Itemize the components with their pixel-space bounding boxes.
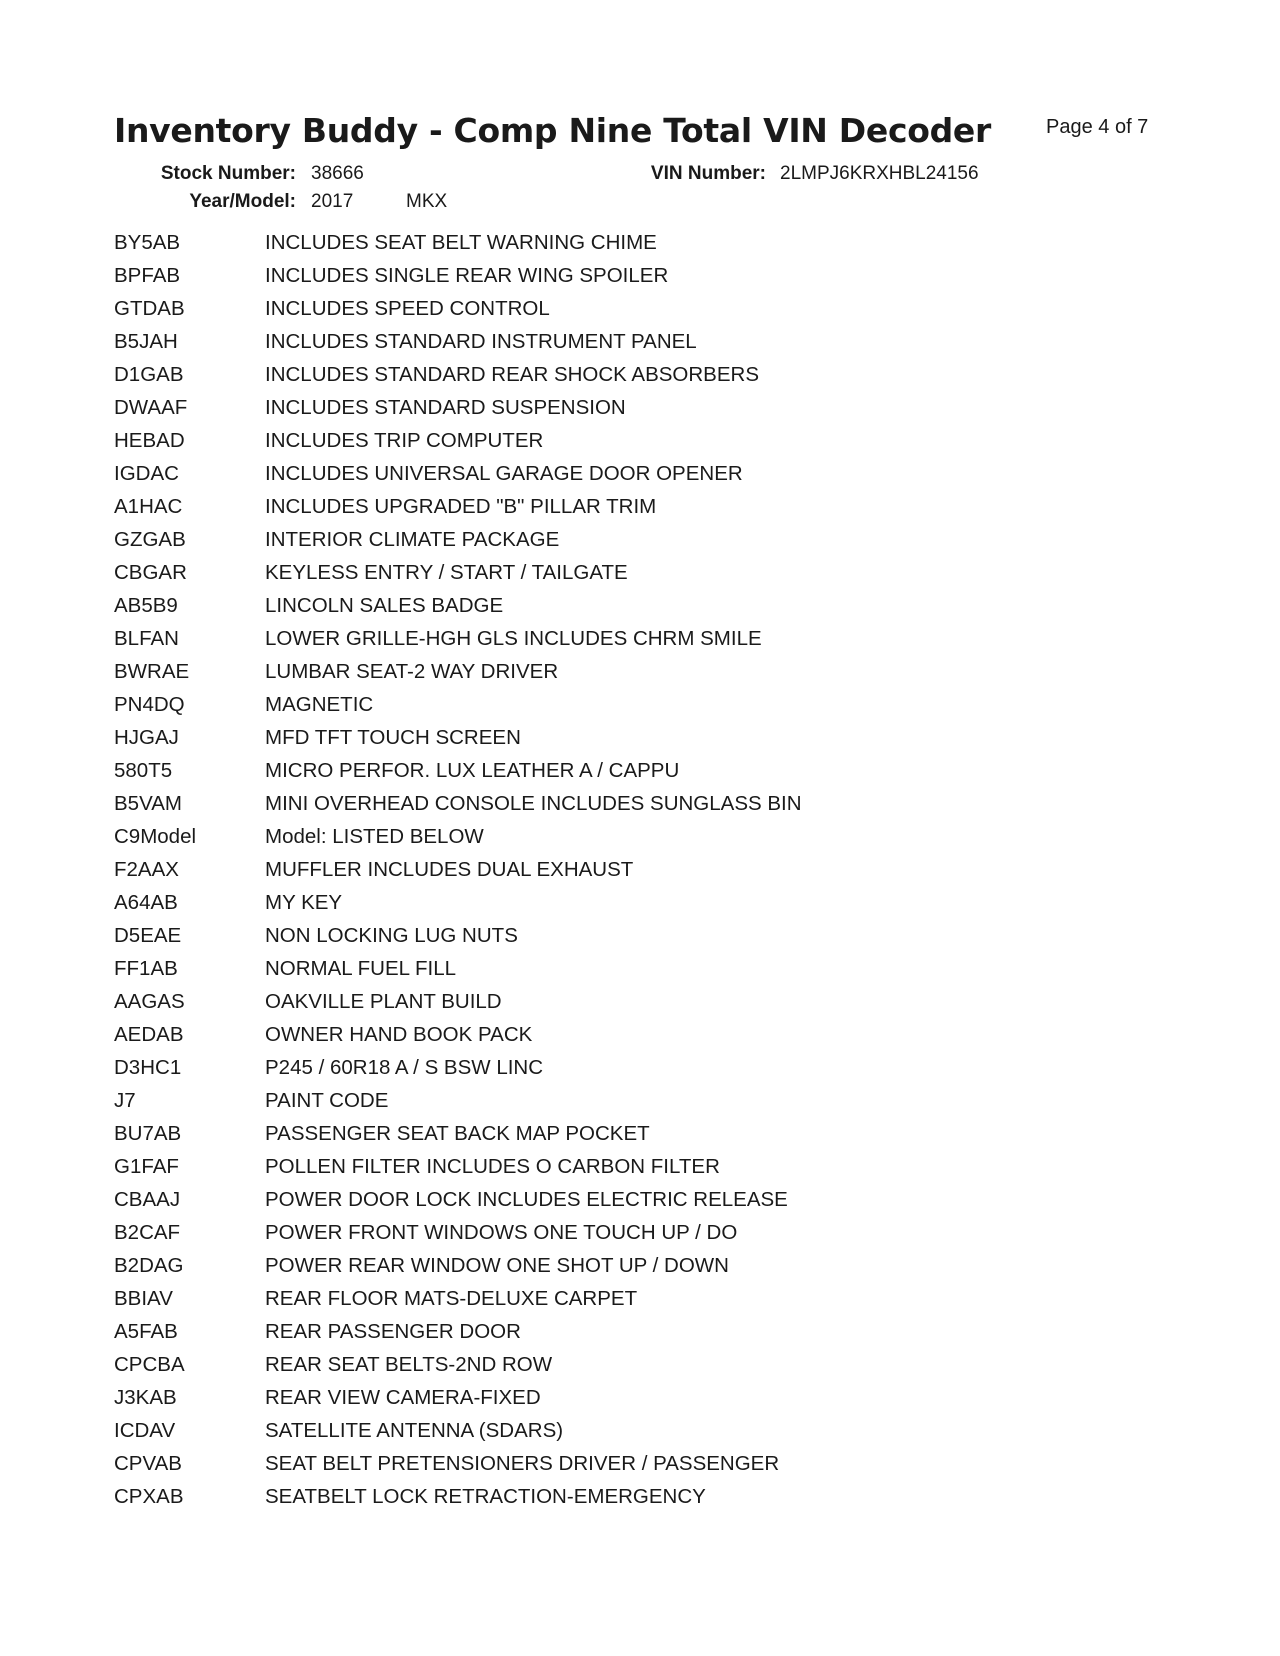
option-code-row [114,820,1114,853]
option-description: MY KEY [265,890,343,914]
vin-number-label: VIN Number: [650,163,766,184]
option-code-row [114,292,1114,325]
option-code: CPXAB [114,1484,184,1508]
option-code-row [114,1447,1114,1480]
option-code: BLFAN [114,626,179,650]
option-code-row [114,1315,1114,1348]
option-description: NORMAL FUEL FILL [265,956,456,980]
option-code-row [114,457,1114,490]
option-code-row [114,556,1114,589]
option-code-row [114,1183,1114,1216]
option-description: POLLEN FILTER INCLUDES O CARBON FILTER [265,1154,720,1178]
option-code: A64AB [114,890,178,914]
vin-number-value: 2LMPJ6KRXHBL24156 [780,163,979,184]
option-code-row [114,523,1114,556]
option-code: A5FAB [114,1319,178,1343]
option-code: AEDAB [114,1022,184,1046]
option-code-row [114,1381,1114,1414]
option-code-row [114,1117,1114,1150]
option-code-row [114,1414,1114,1447]
year-value: 2017 [311,191,354,212]
option-code: GZGAB [114,527,186,551]
option-description: LOWER GRILLE-HGH GLS INCLUDES CHRM SMILE [265,626,762,650]
option-description: REAR SEAT BELTS-2ND ROW [265,1352,553,1376]
option-code: B2CAF [114,1220,181,1244]
option-description: POWER REAR WINDOW ONE SHOT UP / DOWN [265,1253,729,1277]
option-description: LUMBAR SEAT-2 WAY DRIVER [265,659,559,683]
option-code-row [114,1150,1114,1183]
option-description: REAR PASSENGER DOOR [265,1319,521,1343]
option-description: LINCOLN SALES BADGE [265,593,504,617]
option-code: G1FAF [114,1154,179,1178]
option-code-row [114,1018,1114,1051]
option-description: MAGNETIC [265,692,374,716]
option-description: INCLUDES UPGRADED "B" PILLAR TRIM [265,494,657,518]
option-code: GTDAB [114,296,185,320]
option-description: MICRO PERFOR. LUX LEATHER A / CAPPU [265,758,680,782]
option-description: INTERIOR CLIMATE PACKAGE [265,527,560,551]
option-description: INCLUDES SPEED CONTROL [265,296,550,320]
option-code-row [114,886,1114,919]
stock-number-value: 38666 [311,163,364,184]
option-code: F2AAX [114,857,179,881]
option-description: P245 / 60R18 A / S BSW LINC [265,1055,544,1079]
option-code: B5VAM [114,791,182,815]
option-description: NON LOCKING LUG NUTS [265,923,518,947]
option-code-row [114,787,1114,820]
option-description: INCLUDES SEAT BELT WARNING CHIME [265,230,657,254]
option-code-row [114,1084,1114,1117]
option-code-row [114,391,1114,424]
option-description: SEATBELT LOCK RETRACTION-EMERGENCY [265,1484,706,1508]
option-description: INCLUDES UNIVERSAL GARAGE DOOR OPENER [265,461,743,485]
option-code-row [114,919,1114,952]
option-code-row [114,589,1114,622]
option-description: PASSENGER SEAT BACK MAP POCKET [265,1121,650,1145]
option-description: POWER FRONT WINDOWS ONE TOUCH UP / DO [265,1220,738,1244]
option-code-row [114,1348,1114,1381]
option-code: B2DAG [114,1253,184,1277]
option-code-row [114,259,1114,292]
option-code: CPCBA [114,1352,185,1376]
option-description: OAKVILLE PLANT BUILD [265,989,502,1013]
option-code: HEBAD [114,428,185,452]
option-code-row [114,622,1114,655]
stock-number-label: Stock Number: [160,163,296,184]
option-code: J7 [114,1088,136,1112]
option-description: PAINT CODE [265,1088,389,1112]
option-code: C9Model [114,824,197,848]
option-description: MUFFLER INCLUDES DUAL EXHAUST [265,857,634,881]
option-code: HJGAJ [114,725,179,749]
option-code-row [114,853,1114,886]
option-description: INCLUDES STANDARD INSTRUMENT PANEL [265,329,697,353]
option-code-row [114,226,1114,259]
option-code-row [114,1051,1114,1084]
option-description: POWER DOOR LOCK INCLUDES ELECTRIC RELEASE [265,1187,788,1211]
option-description: INCLUDES SINGLE REAR WING SPOILER [265,263,669,287]
option-code: A1HAC [114,494,183,518]
option-code: BBIAV [114,1286,173,1310]
option-code-row [114,1282,1114,1315]
option-code: ICDAV [114,1418,176,1442]
option-code: CBAAJ [114,1187,181,1211]
option-code-row [114,952,1114,985]
option-description: SATELLITE ANTENNA (SDARS) [265,1418,564,1442]
option-code-row [114,424,1114,457]
option-code: BPFAB [114,263,181,287]
option-code-row [114,358,1114,391]
option-code-row [114,490,1114,523]
option-code: DWAAF [114,395,188,419]
option-description: INCLUDES TRIP COMPUTER [265,428,544,452]
option-code-row [114,1249,1114,1282]
option-code-row [114,754,1114,787]
option-code: 580T5 [114,758,173,782]
option-description: REAR FLOOR MATS-DELUXE CARPET [265,1286,638,1310]
option-code: B5JAH [114,329,178,353]
option-code: BU7AB [114,1121,182,1145]
option-description: REAR VIEW CAMERA-FIXED [265,1385,541,1409]
option-code-row [114,985,1114,1018]
option-code-row [114,655,1114,688]
option-description: INCLUDES STANDARD SUSPENSION [265,395,626,419]
option-code: J3KAB [114,1385,177,1409]
option-description: MFD TFT TOUCH SCREEN [265,725,521,749]
year-model-label: Year/Model: [189,191,296,212]
option-code: CPVAB [114,1451,182,1475]
option-code-list [114,226,1114,1513]
page-number: Page 4 of 7 [1046,116,1149,138]
option-code: D1GAB [114,362,184,386]
document-title: Inventory Buddy - Comp Nine Total VIN Decoder [114,111,991,150]
option-description: MINI OVERHEAD CONSOLE INCLUDES SUNGLASS BIN [265,791,802,815]
option-code: AB5B9 [114,593,178,617]
model-value: MKX [406,191,448,212]
option-code-row [114,721,1114,754]
option-code: CBGAR [114,560,187,584]
option-code: D3HC1 [114,1055,182,1079]
option-code-row [114,688,1114,721]
option-code: BWRAE [114,659,190,683]
option-code: AAGAS [114,989,185,1013]
option-description: KEYLESS ENTRY / START / TAILGATE [265,560,628,584]
option-description: INCLUDES STANDARD REAR SHOCK ABSORBERS [265,362,760,386]
option-code-row [114,325,1114,358]
option-code: PN4DQ [114,692,185,716]
option-code: IGDAC [114,461,179,485]
option-description: SEAT BELT PRETENSIONERS DRIVER / PASSENGER [265,1451,780,1475]
option-description: OWNER HAND BOOK PACK [265,1022,533,1046]
option-code-row [114,1480,1114,1513]
option-code: BY5AB [114,230,181,254]
option-code: D5EAE [114,923,182,947]
option-code: FF1AB [114,956,178,980]
option-code-row [114,1216,1114,1249]
option-description: Model: LISTED BELOW [265,824,484,848]
